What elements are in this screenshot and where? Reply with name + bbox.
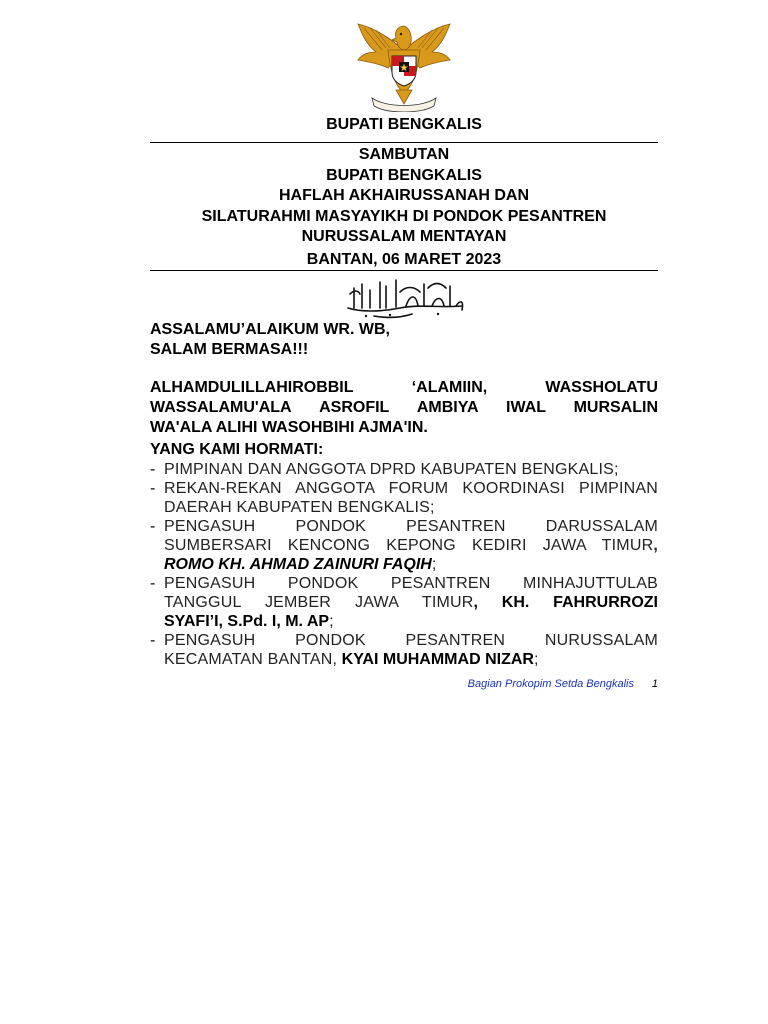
opening-word: IWAL [506, 399, 547, 416]
list-dash: - [150, 632, 156, 649]
list-dash: - [150, 575, 156, 592]
punctuation: ; [431, 556, 437, 573]
title-line: NURUSSALAM MENTAYAN [301, 228, 507, 245]
list-item-text: PENGASUH PONDOK PESANTREN DARUSSALAM [164, 518, 658, 535]
list-item-line [164, 650, 658, 669]
list-item [150, 479, 658, 517]
opening-word: WASSHOLATU [545, 379, 658, 396]
greeting-block [150, 320, 658, 360]
punctuation: , [473, 594, 502, 611]
honoree-name: ROMO KH. AHMAD ZAINURI FAQIH [164, 556, 432, 573]
speech-title-block [150, 145, 658, 270]
opening-prayer [150, 378, 658, 438]
footer-label: Bagian Prokopim Setda Bengkalis [467, 678, 634, 690]
divider-bottom [150, 270, 658, 271]
title-line: BUPATI BENGKALIS [326, 166, 482, 184]
list-item-text: PENGASUH PONDOK PESANTREN MINHAJUTTULAB [164, 575, 658, 592]
list-item-text: TANGGUL JEMBER JAWA TIMUR [164, 594, 474, 611]
title-line: HAFLAH AKHAIRUSSANAH DAN [278, 187, 530, 204]
title-line: BANTAN, 06 MARET 2023 [306, 250, 502, 268]
list-item-text: SUMBERSARI KENCONG KEPONG KEDIRI JAWA TIMUR [164, 537, 654, 554]
opening-word: ASROFIL [319, 399, 390, 416]
list-dash: - [150, 461, 156, 478]
list-item [150, 517, 658, 574]
garuda-emblem-icon [352, 20, 456, 112]
list-item-text: DAERAH KABUPATEN BENGKALIS; [164, 499, 435, 516]
list-item-text: KECAMATAN BANTAN, [164, 651, 338, 668]
basmalah-calligraphy-icon [340, 274, 470, 320]
honoree-name: KYAI MUHAMMAD NIZAR [341, 651, 534, 668]
punctuation: , [653, 537, 658, 554]
opening-line [150, 378, 658, 398]
greeting-line: ASSALAMU’ALAIKUM WR. WB, [150, 321, 390, 338]
opening-word: AMBIYA [416, 399, 479, 416]
list-dash: - [150, 518, 156, 535]
punctuation: ; [329, 613, 334, 630]
opening-line: WA'ALA ALIHI WASOHBIHI AJMA'IN. [150, 419, 428, 436]
opening-line [150, 398, 658, 418]
list-item-line [164, 536, 658, 555]
list-item-line [164, 555, 658, 574]
list-item-text: PENGASUH PONDOK PESANTREN NURUSSALAM [164, 632, 658, 649]
honored-heading: YANG KAMI HORMATI: [150, 441, 324, 458]
opening-word: ALHAMDULILLAHIROBBIL [150, 379, 354, 396]
punctuation: ; [533, 651, 539, 668]
opening-word: ‘ALAMIIN, [411, 379, 488, 396]
title-line: SILATURAHMI MASYAYIKH DI PONDOK PESANTREN [201, 207, 607, 225]
page-number: 1 [651, 678, 658, 690]
list-dash: - [150, 480, 156, 497]
opening-word: MURSALIN [573, 399, 658, 416]
honoree-name: KH. FAHRURROZI [501, 594, 658, 611]
title-line: SAMBUTAN [358, 146, 450, 163]
list-item-text: REKAN-REKAN ANGGOTA FORUM KOORDINASI PIMPINAN [164, 480, 658, 497]
list-item [150, 574, 658, 631]
list-item-line [164, 593, 658, 612]
divider-top [150, 142, 658, 143]
list-item-line [164, 612, 658, 631]
office-heading: BUPATI BENGKALIS [326, 116, 482, 133]
list-item [150, 631, 658, 669]
honored-list [150, 460, 658, 669]
list-item [150, 460, 658, 479]
list-item-text: PIMPINAN DAN ANGGOTA DPRD KABUPATEN BENGKALIS; [164, 461, 619, 478]
opening-word: WASSALAMU'ALA [150, 399, 292, 416]
greeting-line: SALAM BERMASA!!! [150, 341, 309, 358]
honoree-name: SYAFI’I, S.Pd. I, M. AP [164, 613, 330, 630]
